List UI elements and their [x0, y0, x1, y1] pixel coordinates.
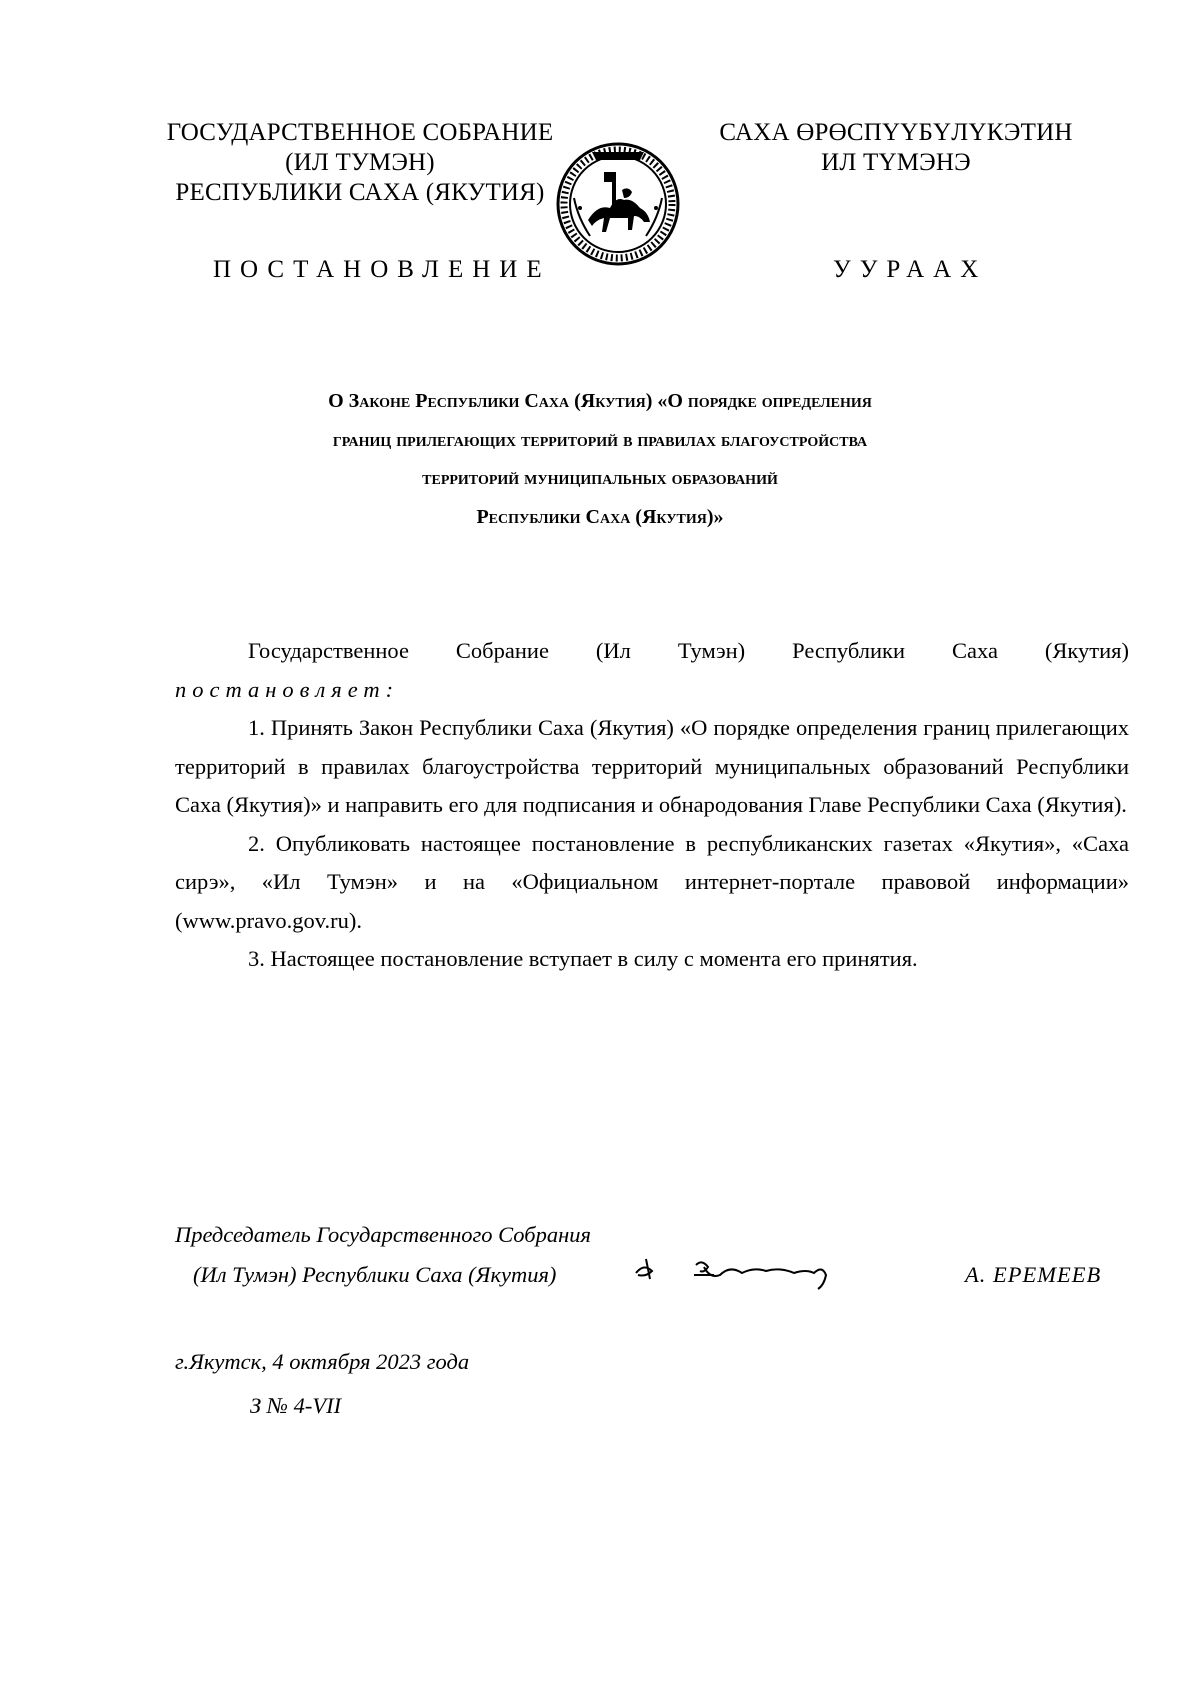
- title-line3: территорий муниципальных образований: [422, 467, 778, 489]
- header-right-line1: САХА ӨРӨСПҮҮБҮЛҮКЭТИН: [719, 119, 1073, 146]
- item-3: 3. Настоящее постановление вступает в силу с момента его принятия.: [248, 946, 918, 971]
- decree-word: постановляет:: [175, 676, 400, 702]
- title-line1: О Законе Республики Саха (Якутия) «О порядке определения: [328, 390, 872, 412]
- coat-of-arms-icon: [552, 138, 684, 270]
- signatory-title-line2: (Ил Тумэн) Республики Саха (Якутия): [193, 1262, 557, 1287]
- doc-type-yakut: УУРААХ: [833, 256, 988, 283]
- handwritten-signature: [630, 1245, 880, 1295]
- header-right-block: [716, 118, 1076, 178]
- document-title: [130, 382, 1070, 536]
- place-and-date: г.Якутск, 4 октября 2023 года: [175, 1349, 470, 1374]
- title-line2: границ прилегающих территорий в правилах благоустройства: [332, 428, 868, 451]
- item-1: 1. Принять Закон Республики Саха (Якутия) «О порядке определения границ прилегающих территорий в правилах благоустройства территорий муниципальных образований Республики Саха (Якутия)» и направить его для подписания и обнародования Главе Республики Саха (Якутия).: [175, 715, 1129, 817]
- header-right-line2: ИЛ ТҮМЭНЭ: [821, 149, 971, 176]
- decree-word-paragraph: [175, 671, 1129, 710]
- doc-type-russian: ПОСТАНОВЛЕНИЕ: [213, 256, 551, 283]
- item-2: 2. Опубликовать настоящее постановление в республиканских газетах «Якутия», «Саха сирэ», «Ил Тумэн» и на «Официальном интернет-портале правовой информации» (www.pravo.gov.ru).: [175, 830, 1129, 933]
- document-body: [175, 632, 1129, 979]
- signatory-title-line1: Председатель Государственного Собрания: [175, 1222, 591, 1247]
- signer-name: А. ЕРЕМЕЕВ: [965, 1262, 1102, 1287]
- registration-number: З № 4-VII: [250, 1393, 342, 1418]
- header-left-block: [160, 118, 560, 208]
- header-left-line1: ГОСУДАРСТВЕННОЕ СОБРАНИЕ: [166, 119, 554, 146]
- header-left-line3: РЕСПУБЛИКИ САХА (ЯКУТИЯ): [175, 179, 545, 206]
- preamble: Государственное Собрание (Ил Тумэн) Республики Саха (Якутия): [248, 638, 1129, 663]
- title-line4: Республики Саха (Якутия)»: [476, 505, 724, 528]
- header-left-line2: (ИЛ ТУМЭН): [285, 149, 435, 176]
